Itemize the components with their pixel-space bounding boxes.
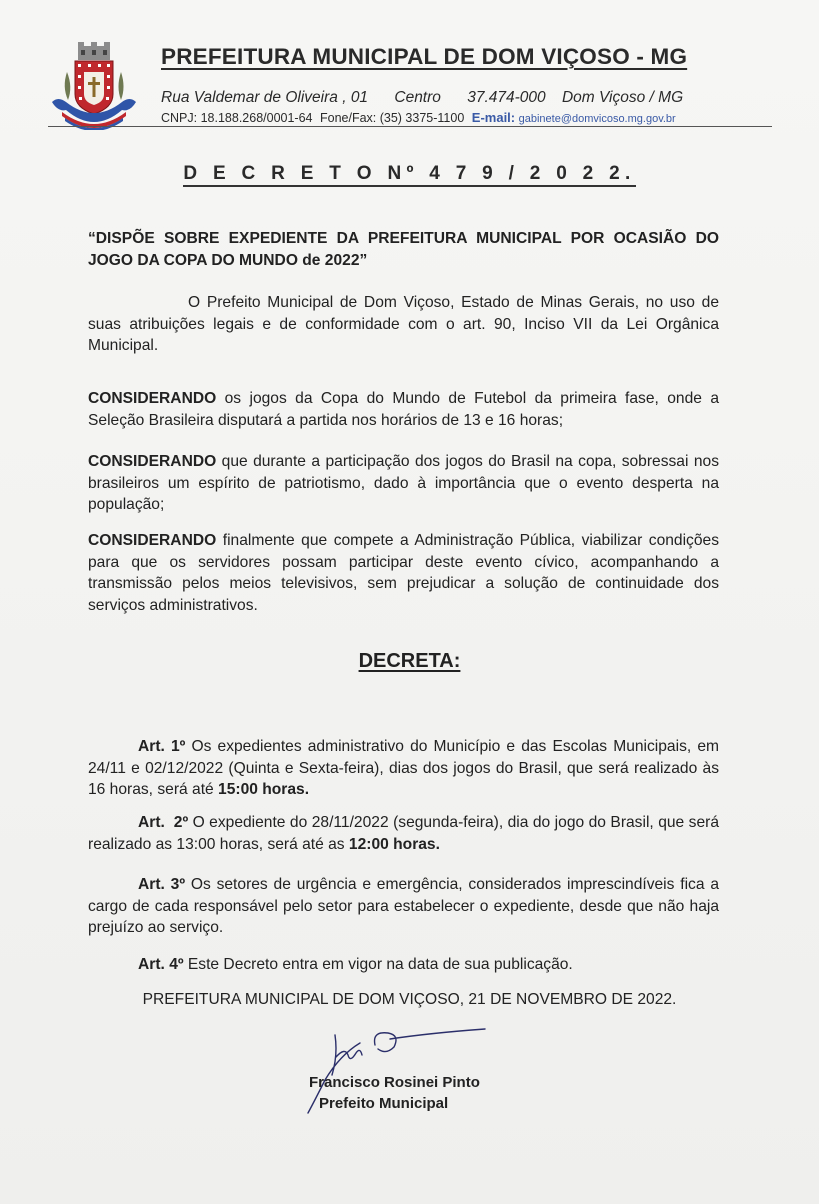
header-title: PREFEITURA MUNICIPAL DE DOM VIÇOSO - MG [161, 44, 688, 69]
address-district: Centro [394, 89, 441, 106]
signer-name: Francisco Rosinei Pinto [309, 1074, 480, 1091]
article-label: Art. 3º [138, 876, 186, 893]
considerando-1 [88, 388, 719, 431]
phone: Fone/Fax: (35) 3375-1100 [319, 111, 465, 125]
signer-block [309, 1072, 480, 1114]
considerando-text: finalmente que compete a Administração Pública, viabilizar condições para que os servidores possam participar deste evento cívico, acompanhando a transmissão pelos meios televisivos, sem prejudicar a solução de continuidade dos serviços administrativos. [88, 532, 719, 614]
article-1 [88, 736, 719, 801]
considerando-label: CONSIDERANDO [88, 453, 217, 470]
address-city: Dom Viçoso / MG [561, 89, 684, 106]
article-2 [88, 812, 719, 855]
header-contact [161, 110, 676, 125]
header-divider [48, 126, 772, 127]
article-label: Art. 2º [138, 814, 189, 831]
decreta-text: DECRETA: [358, 650, 461, 672]
decree-title-text: D E C R E T O Nº 4 7 9 / 2 0 2 2. [183, 163, 635, 187]
article-4 [88, 954, 719, 976]
coat-of-arms-icon [48, 42, 140, 130]
address-street: Rua Valdemar de Oliveira , 01 [161, 89, 369, 106]
article-text: Os expedientes administrativo do Município e das Escolas Municipais, em 24/11 e 02/12/2022 (Quinta e Sexta-feira), dias dos jogos do Brasil, que será realizado às 16 horas, será até [88, 738, 719, 798]
considerando-3 [88, 530, 719, 616]
article-text: Os setores de urgência e emergência, considerados imprescindíveis fica a cargo de cada responsável pelo setor para estabelecer o expediente, desde que não haja prejuízo ao serviço. [88, 876, 720, 936]
article-bold-end: 15:00 horas. [218, 781, 310, 798]
considerando-label: CONSIDERANDO [88, 532, 217, 549]
preamble: O Prefeito Municipal de Dom Viçoso, Estado de Minas Gerais, no uso de suas atribuições legais e de conformidade com o art. 90, Inciso VII da Lei Orgânica Municipal. [88, 294, 719, 354]
article-3 [88, 874, 719, 939]
signer-role: Prefeito Municipal [319, 1095, 449, 1112]
header-address [161, 89, 683, 107]
article-label: Art. 4º [138, 956, 184, 973]
considerando-text: os jogos da Copa do Mundo de Futebol da primeira fase, onde a Seleção Brasileira disputará a partida nos horários de 13 e 16 horas; [88, 390, 719, 429]
closing-line: PREFEITURA MUNICIPAL DE DOM VIÇOSO, 21 DE NOVEMBRO DE 2022. [142, 991, 677, 1008]
considerando-text: que durante a participação dos jogos do Brasil na copa, sobressai nos brasileiros um espírito de patriotismo, dado à importância que o evento desperta na população; [88, 453, 719, 513]
article-label: Art. 1º [138, 738, 186, 755]
article-text: O expediente do 28/11/2022 (segunda-feira), dia do jogo do Brasil, que será realizado as 13:00 horas, será até as [88, 814, 720, 853]
email-link[interactable]: gabinete@domvicoso.mg.gov.br [518, 113, 676, 125]
cnpj: CNPJ: 18.188.268/0001-64 [161, 111, 313, 125]
article-text: Este Decreto entra em vigor na data de sua publicação. [183, 956, 573, 973]
decreta-heading [0, 650, 819, 673]
decree-title [0, 163, 819, 185]
considerando-label: CONSIDERANDO [88, 390, 217, 407]
decree-ementa: “DISPÕE SOBRE EXPEDIENTE DA PREFEITURA MUNICIPAL POR OCASIÃO DO JOGO DA COPA DO MUNDO de 2022” [88, 230, 719, 269]
email-label: E-mail: [471, 110, 516, 125]
considerando-2 [88, 451, 719, 516]
article-bold-end: 12:00 horas. [348, 835, 440, 853]
address-zip: 37.474-000 [467, 89, 546, 106]
